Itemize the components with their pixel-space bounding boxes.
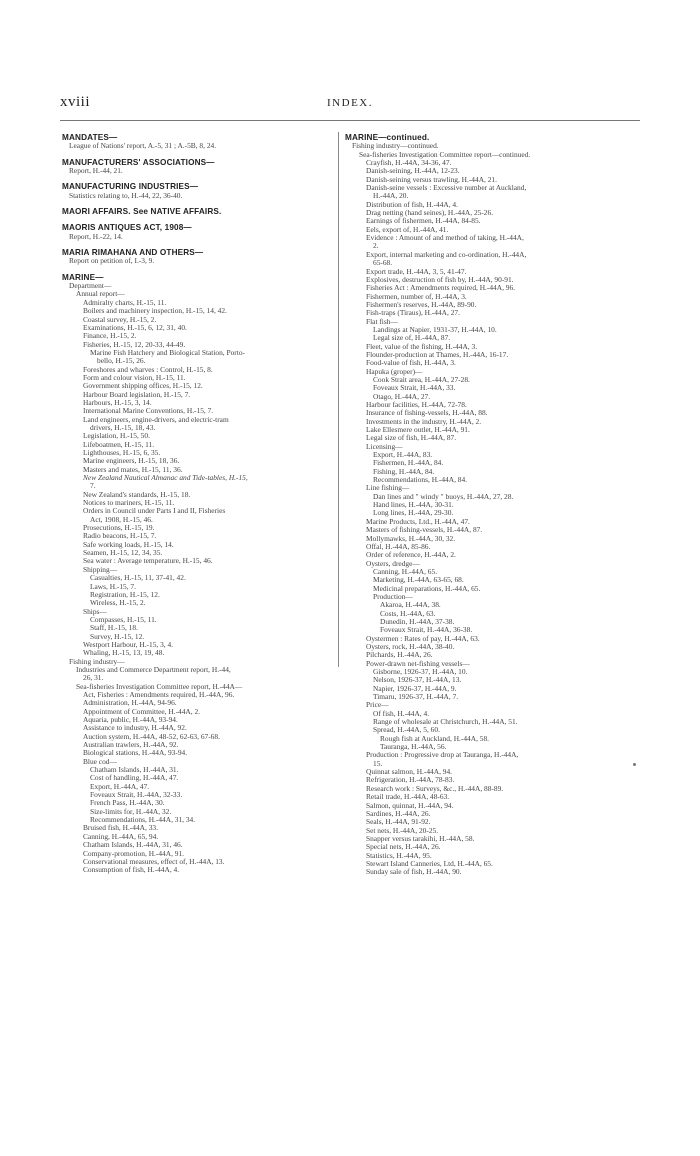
index-entry: Casualties, H.-15, 11, 37-41, 42. <box>90 573 186 583</box>
index-entry: Legal size of, H.-44A, 87. <box>373 333 451 343</box>
index-entry: Finance, H.-15, 2. <box>83 331 137 341</box>
index-entry: Appointment of Committee, H.-44A, 2. <box>83 706 201 716</box>
index-entry: Seamen, H.-15, 12, 34, 35. <box>83 548 163 558</box>
index-entry: Aquaria, public, H.-44A, 93-94. <box>83 715 178 724</box>
index-entry: Range of wholesale at Christchurch, H.-44A, 51. <box>373 717 518 727</box>
index-entry: Fishermen's reserves, H.-44A, 89-90. <box>366 299 477 309</box>
index-entry: Legal size of fish, H.-44A, 87. <box>366 433 457 443</box>
index-heading: MANUFACTURING INDUSTRIES— <box>62 182 199 192</box>
header-rule <box>60 120 640 121</box>
index-entry: Lighthouses, H.-15, 6, 35. <box>83 448 161 457</box>
index-entry: Pilchards, H.-44A, 26. <box>366 650 433 660</box>
index-heading: MAORIS ANTIQUES ACT, 1908— <box>62 223 192 233</box>
index-entry: Harbour Board legislation, H.-15, 7. <box>83 389 191 399</box>
index-entry: Staff, H.-15, 18. <box>90 623 138 633</box>
index-column-left <box>62 134 344 875</box>
index-heading: MANDATES— <box>62 133 118 142</box>
index-entry: Offal, H.-44A, 85-86. <box>366 541 431 551</box>
index-entry: Admiralty charts, H.-15, 11. <box>83 297 167 307</box>
index-entry: French Pass, H.-44A, 30. <box>90 798 165 808</box>
index-entry: Statistics, H.-44A, 95. <box>366 850 432 860</box>
index-entry: 15. <box>373 758 383 768</box>
index-entry: Explosives, destruction of fish by, H.-44A, 90-91. <box>366 274 514 284</box>
index-entry: Auction system, H.-44A, 48-52, 62-63, 67-68. <box>83 731 220 741</box>
index-entry: Insurance of fishing-vessels, H.-44A, 88. <box>366 408 488 418</box>
index-entry: Boilers and machinery inspection, H.-15, 14, 42. <box>83 306 227 316</box>
index-entry: Industries and Commerce Department report, H.-44, <box>76 664 231 674</box>
index-entry: International Marine Conventions, H.-15, 7. <box>83 406 214 416</box>
index-entry: Fishermen, H.-44A, 84. <box>373 458 444 468</box>
index-entry: Lifeboatmen, H.-15, 11. <box>83 439 155 449</box>
index-entry: Danish-seining versus trawling, H.-44A, 21. <box>366 174 497 184</box>
index-heading: MARIA RIMAHANA AND OTHERS— <box>62 248 204 258</box>
index-entry: Flounder-production at Thames, H.-44A, 16-17. <box>366 349 509 359</box>
index-entry: Statistics relating to, H.-44, 22, 36-40. <box>69 190 183 200</box>
index-entry: Export, H.-44A, 47. <box>90 781 150 791</box>
index-entry: Quinnat salmon, H.-44A, 94. <box>366 767 453 777</box>
index-entry: Chatham Islands, H.-44A, 31. <box>90 765 179 775</box>
index-entry: Evidence : Amount of and method of taking, H.-44A, <box>366 233 524 243</box>
index-entry: Oystermen : Rates of pay, H.-44A, 63. <box>366 633 480 643</box>
index-entry: Laws, H.-15, 7. <box>90 581 136 591</box>
index-entry: Cook Strait area, H.-44A, 27-28. <box>373 374 470 384</box>
index-entry: Report, H.-44, 21. <box>69 166 123 176</box>
index-entry: Wireless, H.-15, 2. <box>90 598 146 608</box>
index-entry: Foveaux Strait, H.-44A, 32-33. <box>90 790 183 800</box>
index-entry: Act, 1908, H.-15, 46. <box>90 514 153 524</box>
index-entry: Recommendations, H.-44A, 31, 34. <box>90 815 196 825</box>
index-entry: Flat fish— <box>366 316 398 326</box>
index-entry: Distribution of fish, H.-44A, 4. <box>366 199 458 209</box>
index-entry: Dan lines and " windy " buoys, H.-44A, 27, 28. <box>373 491 514 501</box>
index-entry: League of Nations' report, A.-5, 31 ; A.-5B, 8, 24. <box>69 141 217 151</box>
index-entry: Dunedin, H.-44A, 37-38. <box>380 616 455 626</box>
index-entry: Costs, H.-44A, 63. <box>380 608 436 618</box>
index-heading: MARINE— <box>62 272 104 282</box>
index-entry: Napier, 1926-37, H.-44A, 9. <box>373 683 457 693</box>
index-entry: Eels, export of, H.-44A, 41. <box>366 224 449 234</box>
index-entry: Notices to mariners, H.-15, 11. <box>83 498 175 508</box>
index-entry: Of fish, H.-44A, 4. <box>373 708 430 718</box>
index-entry: Licensing— <box>366 441 403 451</box>
index-entry: Production : Progressive drop at Tauranga, H.-44A, <box>366 750 519 760</box>
index-entry: Rough fish at Auckland, H.-44A, 58. <box>380 733 490 743</box>
index-entry: Fleet, value of the fishing, H.-44A, 3. <box>366 341 478 351</box>
index-entry: Fishermen, number of, H.-44A, 3. <box>366 291 467 301</box>
index-entry: Otago, H.-44A, 27. <box>373 391 431 401</box>
index-entry: Crayfish, H.-44A, 34-36, 47. <box>366 158 452 168</box>
index-entry: Earnings of fishermen, H.-44A, 84-85. <box>366 216 481 226</box>
index-entry: Oysters, rock, H.-44A, 38-40. <box>366 641 455 651</box>
index-entry: Fish-traps (Tiraus), H.-44A, 27. <box>366 308 460 318</box>
index-entry: Fisheries, H.-15, 12, 20-33, 44-49. <box>83 339 186 349</box>
index-entry: Akaroa, H.-44A, 38. <box>380 600 441 610</box>
index-entry: Fishing, H.-44A, 84. <box>373 466 435 476</box>
index-entry: Radio beacons, H.-15, 7. <box>83 531 157 541</box>
index-entry: Danish-seining, H.-44A, 12-23. <box>366 166 460 176</box>
index-entry: Size-limits for, H.-44A, 32. <box>90 806 172 816</box>
index-entry: Harbour facilities, H.-44A, 72-78. <box>366 400 467 409</box>
index-entry: Report, H.-22, 14. <box>69 231 123 241</box>
margin-dot <box>633 763 636 766</box>
index-entry: 26, 31. <box>83 673 104 683</box>
index-entry: Canning, H.-44A, 65. <box>373 566 438 576</box>
index-column-right <box>345 134 635 877</box>
index-entry: Foveaux Strait, H.-44A, 36-38. <box>380 625 473 635</box>
index-entry: Blue cod— <box>83 756 117 766</box>
index-entry: Canning, H.-44A, 65, 94. <box>83 831 159 841</box>
index-entry: Coastal survey, H.-15, 2. <box>83 314 157 324</box>
index-entry: Harbours, H.-15, 3, 14. <box>83 397 152 407</box>
index-entry: Stewart Island Canneries, Ltd, H.-44A, 65. <box>366 858 493 868</box>
index-entry: Chatham Islands, H.-44A, 31, 46. <box>83 840 183 850</box>
index-entry: Price— <box>366 700 389 710</box>
index-entry: Marketing, H.-44A, 63-65, 68. <box>373 575 464 585</box>
index-entry: Sardines, H.-44A, 26. <box>366 808 431 818</box>
index-entry: Oysters, dredge— <box>366 558 420 568</box>
index-entry: Snapper versus tarakihi, H.-44A, 58. <box>366 833 475 843</box>
index-entry: Sea-fisheries Investigation Committee report, H.-44A— <box>76 681 243 691</box>
index-entry: Marine engineers, H.-15, 18, 36. <box>83 456 180 466</box>
index-entry: Export, internal marketing and co-ordination, H.-44A, <box>366 249 527 259</box>
index-entry: Research work : Surveys, &c., H.-44A, 88-89. <box>366 783 504 793</box>
index-entry: Order of reference, H.-44A, 2. <box>366 550 456 560</box>
index-entry: Foreshores and wharves : Control, H.-15, 8. <box>83 364 213 374</box>
index-entry: Fishing industry— <box>69 656 125 666</box>
index-entry: Export trade, H.-44A, 3, 5, 41-47. <box>366 266 467 276</box>
index-entry: Recommendations, H.-44A, 84. <box>373 475 468 485</box>
index-entry: Whaling, H.-15, 13, 19, 48. <box>83 648 165 658</box>
index-entry: Seals, H.-44A, 91-92. <box>366 817 431 827</box>
index-entry: Lake Ellesmere outlet, H.-44A, 91. <box>366 425 470 435</box>
index-entry: Hand lines, H.-44A, 30-31. <box>373 500 454 510</box>
index-entry: Biological stations, H.-44A, 93-94. <box>83 748 188 758</box>
index-entry: Danish-seine vessels : Excessive number at Auckland, <box>366 183 527 193</box>
index-entry: Fishing industry—continued. <box>352 141 439 151</box>
index-entry: 7. <box>90 481 96 491</box>
index-entry: Annual report— <box>76 289 125 299</box>
index-entry: drivers, H.-15, 18, 43. <box>90 422 156 432</box>
index-entry: Report on petition of, I.-3, 9. <box>69 256 155 266</box>
index-entry: Bruised fish, H.-44A, 33. <box>83 823 158 833</box>
index-entry: H.-44A, 20. <box>373 191 409 201</box>
index-entry: Department— <box>69 281 112 291</box>
index-entry: Company-promotion, H.-44A, 91. <box>83 848 184 858</box>
index-entry: Gisborne, 1926-37, H.-44A, 10. <box>373 667 468 676</box>
index-entry: Refrigeration, H.-44A, 78-83. <box>366 775 455 785</box>
index-entry: Timaru, 1926-37, H.-44A, 7. <box>373 692 459 702</box>
index-entry: Form and colour vision, H.-15, 11. <box>83 372 186 382</box>
index-entry: Sea-fisheries Investigation Committee report—continued. <box>359 149 531 159</box>
index-entry: 65-68. <box>373 258 393 268</box>
page-title: INDEX. <box>327 97 373 109</box>
page-number: xviii <box>60 94 91 110</box>
index-entry: New Zealand's standards, H.-15, 18. <box>83 489 191 499</box>
index-entry: Power-drawn net-fishing vessels— <box>366 658 470 668</box>
index-entry: Sea water : Average temperature, H.-15, 46. <box>83 556 213 566</box>
index-entry: Long lines, H.-44A, 29-30. <box>373 508 454 518</box>
index-entry: Spread, H.-44A, 5, 60. <box>373 725 440 735</box>
index-entry: Retail trade, H.-44A, 48-63. <box>366 792 450 802</box>
index-entry: Prosecutions, H.-15, 19. <box>83 523 155 533</box>
index-entry: Government shipping offices, H.-15, 12. <box>83 381 203 391</box>
index-entry: Orders in Council under Parts I and II, Fisheries <box>83 506 226 516</box>
index-entry: Salmon, quinnat, H.-44A, 94. <box>366 800 454 810</box>
index-entry: Consumption of fish, H.-44A, 4. <box>83 865 180 875</box>
index-entry: Special nets, H.-44A, 26. <box>366 842 441 852</box>
index-entry: Marine Products, Ltd., H.-44A, 47. <box>366 516 470 526</box>
index-entry: Export, H.-44A, 83. <box>373 450 433 460</box>
index-entry: Westport Harbour, H.-15, 3, 4. <box>83 639 174 649</box>
index-entry: Registration, H.-15, 12. <box>90 589 160 599</box>
index-entry: Fisheries Act : Amendments required, H.-44A, 96. <box>366 283 516 293</box>
index-entry: Food-value of fish, H.-44A, 3. <box>366 358 456 368</box>
index-entry: Set nets, H.-44A, 20-25. <box>366 825 439 835</box>
index-entry: Investments in the industry, H.-44A, 2. <box>366 416 482 426</box>
index-entry: Mollymawks, H.-44A, 30, 32. <box>366 533 456 543</box>
index-entry: Administration, H.-44A, 94-96. <box>83 698 177 708</box>
index-entry: Conservational measures, effect of, H.-44A, 13. <box>83 856 225 866</box>
index-entry: Cost of handling, H.-44A, 47. <box>90 773 179 783</box>
index-entry: Land engineers, engine-drivers, and electric-tram <box>83 414 229 424</box>
index-entry: Foveaux Strait, H.-44A, 33. <box>373 383 456 393</box>
index-entry: Landings at Napier, 1931-37, H.-44A, 10. <box>373 324 497 334</box>
entry-spacer <box>62 266 344 274</box>
index-heading: MANUFACTURERS' ASSOCIATIONS— <box>62 157 215 167</box>
index-entry: Masters of fishing-vessels, H.-44A, 87. <box>366 525 483 535</box>
index-entry: Australian trawlers, H.-44A, 92. <box>83 740 179 750</box>
index-entry: 2. <box>373 241 379 251</box>
index-entry: Masters and mates, H.-15, 11, 36. <box>83 464 183 474</box>
index-entry: Legislation, H.-15, 50. <box>83 431 150 441</box>
index-entry: Sunday sale of fish, H.-44A, 90. <box>366 867 462 877</box>
index-entry: Hapuka (groper)— <box>366 366 423 376</box>
index-entry: Medicinal preparations, H.-44A, 65. <box>373 583 481 593</box>
index-entry: Safe working loads, H.-15, 14. <box>83 539 174 549</box>
index-entry: Ships— <box>83 606 107 616</box>
index-entry: Tauranga, H.-44A, 56. <box>380 742 447 752</box>
index-heading: MARINE—continued. <box>345 133 430 142</box>
index-entry: Compasses, H.-15, 11. <box>90 614 157 624</box>
index-entry: Production— <box>373 591 413 601</box>
index-entry: Drag netting (hand seines), H.-44A, 25-26. <box>366 208 494 218</box>
index-entry: Shipping— <box>83 564 118 574</box>
index-entry: bello, H.-15, 26. <box>97 356 146 366</box>
index-entry: Line fishing— <box>366 483 410 493</box>
index-entry: Examinations, H.-15, 6, 12, 31, 40. <box>83 322 187 332</box>
index-entry: New Zealand Nautical Almanac and Tide-tables, H.-15, <box>83 473 248 483</box>
index-entry: Nelson, 1926-37, H.-44A, 13. <box>373 675 462 685</box>
index-entry: Marine Fish Hatchery and Biological Station, Porto- <box>90 347 245 357</box>
index-entry: Survey, H.-15, 12. <box>90 631 145 641</box>
index-heading: MAORI AFFAIRS. See NATIVE AFFAIRS. <box>62 207 222 217</box>
index-entry: Assistance to industry, H.-44A, 92. <box>83 723 187 733</box>
index-entry: Act, Fisheries : Amendments required, H.-44A, 96. <box>83 689 235 699</box>
